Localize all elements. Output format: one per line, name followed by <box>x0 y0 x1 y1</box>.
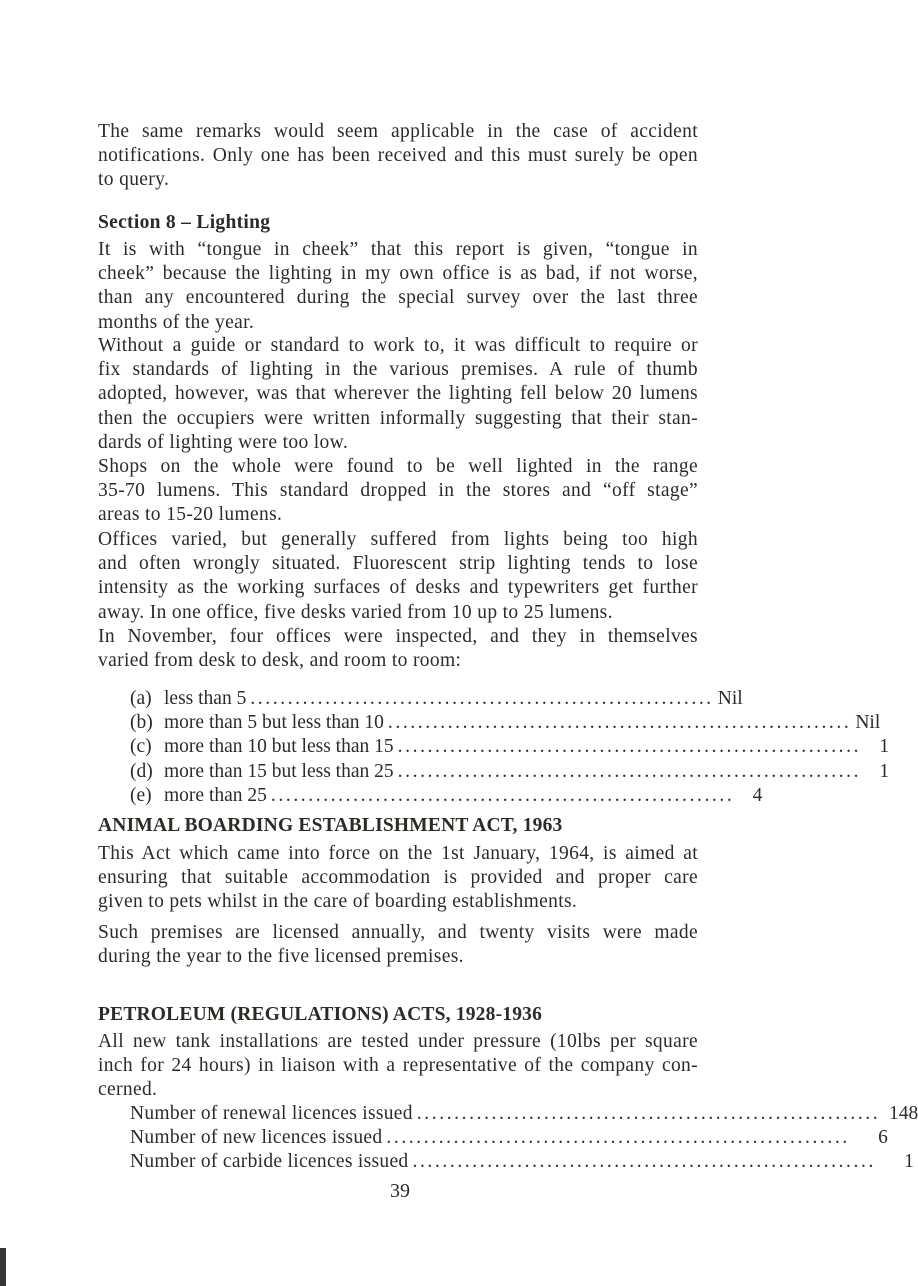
lighting-p4-line: Offices varied, but generally suffered from lights being too high <box>98 529 698 550</box>
licence-count: 148 <box>889 1103 918 1124</box>
lighting-p2-line: dards of lighting were too low. <box>98 431 349 453</box>
list-item <box>130 1126 888 1150</box>
lighting-p1-line: It is with “tongue in cheek” that this report is given, “tongue in <box>98 239 698 260</box>
licence-label: Number of carbide licences issued <box>130 1151 409 1173</box>
item-label: more than 15 but less than 25 <box>164 760 394 782</box>
list-item <box>130 1102 918 1126</box>
lighting-p5-line: In November, four offices were inspected, and they in themselves <box>98 626 698 647</box>
item-label: more than 10 but less than 15 <box>164 736 394 758</box>
licence-count: 1 <box>904 1151 914 1173</box>
item-key: (a) <box>130 688 152 709</box>
lighting-p2-line: adopted, however, was that wherever the lighting fell below 20 lumens <box>98 383 698 405</box>
lighting-p3-line: 35-70 lumens. This standard dropped in the stores and “off stage” <box>98 480 698 502</box>
dot-leader: .............................................................. <box>387 712 852 734</box>
dot-leader: .............................................................. <box>386 1127 850 1149</box>
dot-leader: .............................................................. <box>397 736 862 758</box>
lighting-p1-line: cheek” because the lighting in my own office is as bad, if not worse, <box>98 263 698 285</box>
animal-p2-line: during the year to the five licensed premises. <box>98 946 464 968</box>
licence-label: Number of new licences issued <box>130 1127 383 1149</box>
item-key: (b) <box>130 712 153 734</box>
page-number: 39 <box>390 1180 410 1202</box>
dot-leader: .............................................................. <box>270 784 735 806</box>
lighting-p3-line: Shops on the whole were found to be well lighted in the range <box>98 456 698 477</box>
item-key: (d) <box>130 760 153 782</box>
lighting-p3-line: areas to 15-20 lumens. <box>98 504 283 526</box>
dot-leader: .............................................................. <box>412 1151 876 1173</box>
lighting-p1-line: than any encountered during the special survey over the last three <box>98 287 698 309</box>
animal-p1-line: given to pets whilst in the care of boarding establishments. <box>98 891 578 913</box>
lighting-paragraph-5 <box>98 625 698 673</box>
lighting-paragraph-4 <box>98 528 698 625</box>
dot-leader: .............................................................. <box>397 760 862 782</box>
scan-edge-mark <box>0 1248 6 1286</box>
animal-paragraph-2 <box>98 921 698 969</box>
intro-line: notifications. Only one has been received and this must surely be open <box>98 145 698 167</box>
intro-paragraph <box>98 120 698 193</box>
petroleum-line: All new tank installations are tested under pressure (10lbs per square <box>98 1031 698 1052</box>
petroleum-line: cerned. <box>98 1079 158 1101</box>
lighting-paragraph-2 <box>98 334 698 455</box>
list-item <box>130 760 890 784</box>
lighting-heading: Section 8 – Lighting <box>98 212 271 233</box>
item-label: more than 25 <box>164 784 267 806</box>
animal-p2-line: Such premises are licensed annually, and twenty visits were made <box>98 922 698 943</box>
animal-p1-line: ensuring that suitable accommodation is provided and proper care <box>98 867 698 889</box>
lighting-p4-line: intensity as the working surfaces of desks and typewriters get further <box>98 577 698 599</box>
lighting-p2-line: fix standards of lighting in the various premises. A rule of thumb <box>98 359 698 381</box>
licences-list <box>130 1102 918 1175</box>
dot-leader: .............................................................. <box>250 688 714 709</box>
list-item <box>130 711 881 735</box>
lighting-survey-list <box>130 687 890 808</box>
lighting-p2-line: then the occupiers were written informally suggesting that their stan- <box>98 407 698 429</box>
item-label: more than 5 but less than 10 <box>164 712 384 734</box>
lighting-p5-line: varied from desk to desk, and room to room: <box>98 650 462 672</box>
item-key: (c) <box>130 736 152 758</box>
item-value: 1 <box>879 736 890 758</box>
item-label: less than 5 <box>164 688 247 709</box>
list-item <box>130 735 890 759</box>
petroleum-paragraph <box>98 1030 698 1103</box>
list-item <box>130 1150 914 1174</box>
intro-line: to query. <box>98 169 170 191</box>
animal-paragraph-1 <box>98 842 698 915</box>
petroleum-line: inch for 24 hours) in liaison with a representative of the company con- <box>98 1055 698 1077</box>
lighting-p4-line: and often wrongly situated. Fluorescent strip lighting tends to lose <box>98 553 698 575</box>
intro-line: The same remarks would seem applicable in the case of accident <box>98 121 698 142</box>
lighting-paragraph-1 <box>98 238 698 335</box>
licence-count: 6 <box>878 1127 888 1149</box>
list-item <box>130 784 763 808</box>
lighting-p2-line: Without a guide or standard to work to, it was difficult to require or <box>98 335 698 356</box>
item-value: 1 <box>879 760 890 782</box>
dot-leader: .............................................................. <box>416 1103 881 1124</box>
lighting-p1-line: months of the year. <box>98 311 255 333</box>
item-value: Nil <box>855 712 881 734</box>
item-value: Nil <box>717 688 743 709</box>
animal-p1-line: This Act which came into force on the 1st January, 1964, is aimed at <box>98 843 698 864</box>
item-value: 4 <box>752 784 763 806</box>
animal-boarding-heading: ANIMAL BOARDING ESTABLISHMENT ACT, 1963 <box>98 815 563 836</box>
lighting-paragraph-3 <box>98 455 698 528</box>
item-key: (e) <box>130 784 152 806</box>
petroleum-heading: PETROLEUM (REGULATIONS) ACTS, 1928-1936 <box>98 1004 543 1025</box>
list-item <box>130 687 743 711</box>
lighting-p4-line: away. In one office, five desks varied from 10 up to 25 lumens. <box>98 601 613 623</box>
licence-label: Number of renewal licences issued <box>130 1103 413 1124</box>
